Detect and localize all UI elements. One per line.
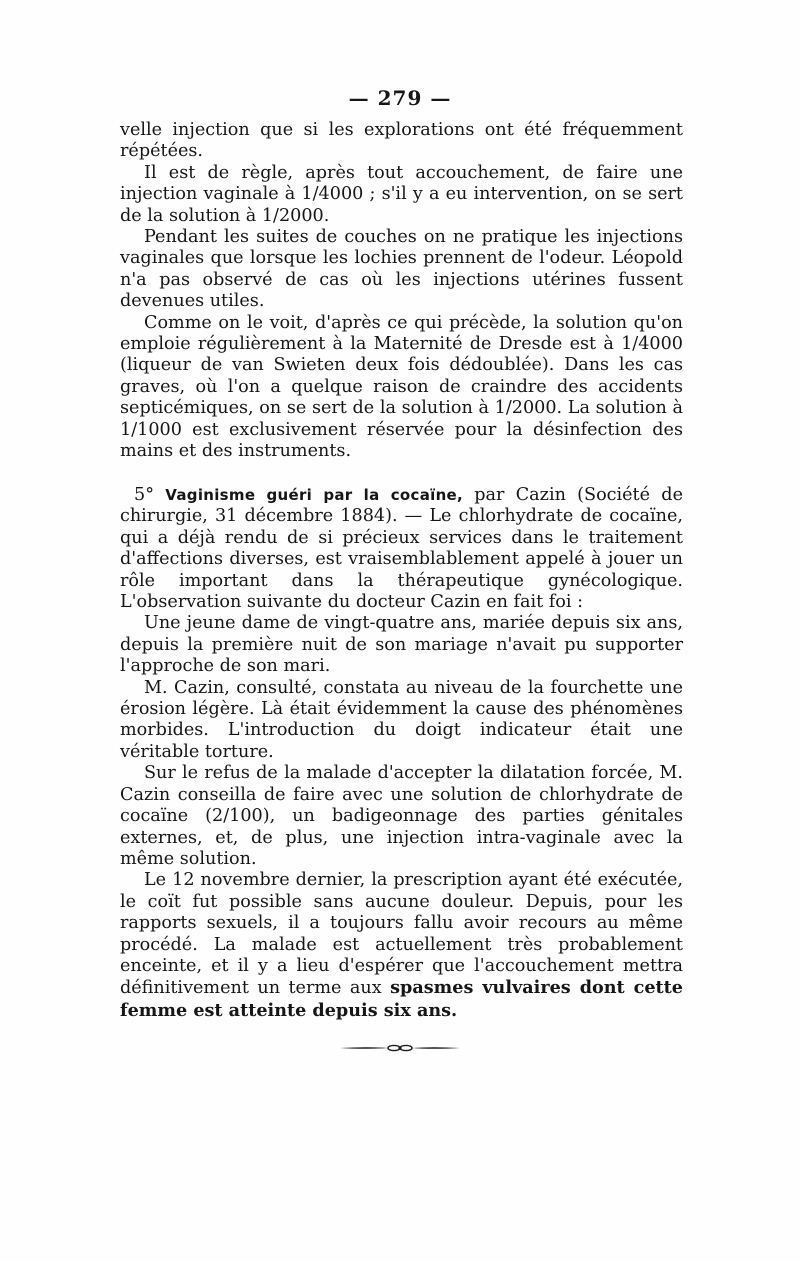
paragraph: Il est de règle, après tout accouchement, de faire une injection vaginale à 1/4000 ; s'il y a eu intervention, on se sert de la solution à 1/2000. [120, 162, 683, 226]
paragraph [120, 870, 683, 1022]
paragraph: Pendant les suites de couches on ne pratique les injections vaginales que lorsque les lochies prennent de l'odeur. Léopold n'a pas observé de cas où les injections utérines fussent devenues utiles. [120, 227, 683, 312]
text-block-continuation [120, 120, 683, 463]
decorative-rule-icon [338, 1043, 462, 1053]
section-heading-paragraph [120, 485, 683, 613]
text-block-section-5 [120, 485, 683, 1022]
paragraph-text: Le 12 novembre dernier, la prescription ayant été exécutée, le coït fut possible sans aucune douleur. Depuis, pour les rapports sexuels, il a toujours fallu avoir recours au même procédé. La malade est actuellement très probablement enceinte, et il y a lieu d'espérer que l'accouchement mettra définitivement un terme aux [120, 870, 683, 999]
paragraph: Une jeune dame de vingt-quatre ans, mariée depuis six ans, depuis la première nuit de son mariage n'avait pu supporter l'approche de son mari. [120, 613, 683, 677]
paragraph: Sur le refus de la malade d'accepter la dilatation forcée, M. Cazin conseilla de faire avec une solution de chlorhydrate de cocaïne (2/100), un badigeonnage des parties génitales externes, et, de plus, une injection intra-vaginale avec la même solution. [120, 763, 683, 869]
section-number: 5° [134, 485, 154, 505]
page-number: — 279 — [348, 86, 452, 110]
section-title: Vaginisme guéri par la cocaïne, [165, 486, 464, 504]
paragraph-bold-ending: spasmes vulvaires dont cette femme est atteinte depuis six ans. [120, 977, 683, 1021]
paragraph: Comme on le voit, d'après ce qui précède, la solution qu'on emploie régulièrement à la Maternité de Dresde est à 1/4000 (liqueur de van Swieten deux fois dédoublée). Dans les cas graves, où l'on a quelque raison de craindre des accidents septicémiques, on se sert de la solution à 1/2000. La solution à 1/1000 est exclusivement réservée pour la désinfection des mains et des instruments. [120, 312, 683, 462]
paragraph: M. Cazin, consulté, constata au niveau de la fourchette une érosion légère. Là était évidemment la cause des phénomènes morbides. L'introduction du doigt indicateur était une véritable torture. [120, 677, 683, 762]
section-intro-text: par Cazin (Société de chirurgie, 31 décembre 1884). — Le chlorhydrate de cocaïne, qui a déjà rendu de si précieux services dans le traitement d'affections diverses, est vraisemblablement appelé à jouer un rôle important dans la thérapeutique gynécologique. L'observation suivante du docteur Cazin en fait foi : [120, 485, 683, 613]
paragraph: velle injection que si les explorations ont été fréquemment répétées. [120, 120, 683, 162]
